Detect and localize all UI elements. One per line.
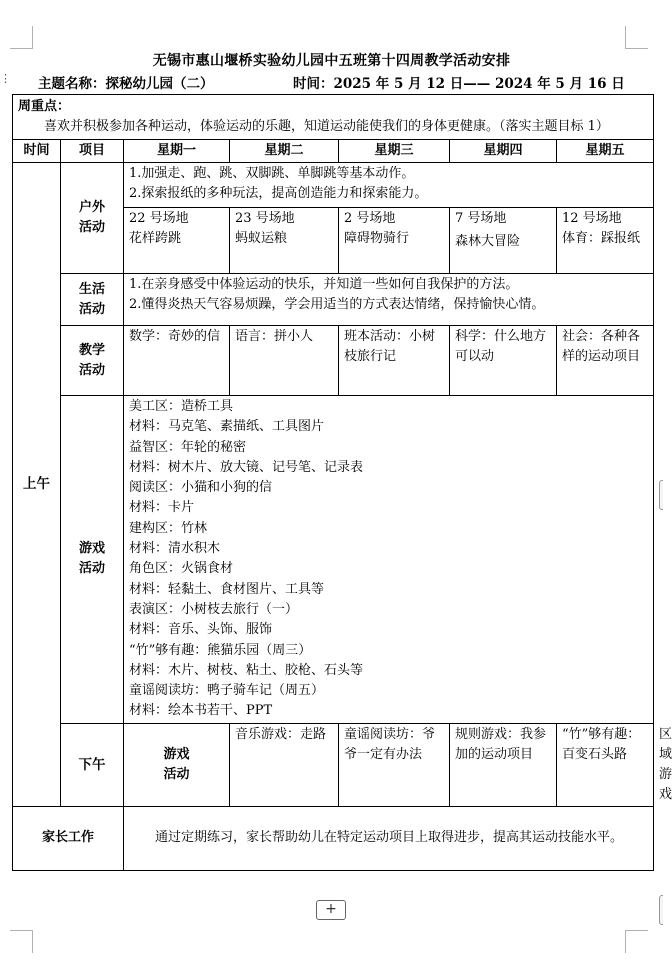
weekly-focus-row (13, 95, 654, 140)
theme-block (38, 72, 293, 92)
outdoor-goals-row (13, 163, 654, 208)
afternoon-row: 下午 游戏 活动 音乐游戏：走路 童谣阅读坊：爷爷一定有办法 规则游戏：我参加的运动项目 “竹”够有趣：百变石头路 区域游戏 (13, 723, 654, 806)
game-area-line: “竹”够有趣：熊猫乐园（周三） (129, 642, 312, 658)
teaching-row (13, 326, 654, 396)
crop-mark-bottom-left (10, 930, 33, 953)
afternoon-game-label-line2: 活动 (163, 766, 190, 782)
weekly-focus-text: 喜欢并积极参加各种运动，体验运动的乐趣，知道运动能使我们的身体更健康。（落实主题目标 1） (44, 119, 609, 134)
game-area-line: 表演区：小树枝去旅行（一） (129, 601, 299, 617)
parents-row (13, 806, 654, 870)
game-area-line: 材料：清水积木 (129, 541, 221, 557)
theme-label: 主题名称： (38, 76, 106, 92)
crop-mark-top-left (10, 26, 33, 49)
game-area-line: 角色区：火锅食材 (129, 561, 234, 577)
teaching-label-line1: 教学 (78, 342, 105, 358)
outdoor-day-mon (124, 208, 230, 274)
header-day-tue: 星期二 (230, 140, 339, 163)
subtitle-row (38, 72, 628, 92)
life-goal: 1.在亲身感受中体验运动的快乐，并知道一些如何自我保护的方法。 (129, 277, 519, 292)
game-row (13, 396, 654, 724)
teaching-label-line2: 活动 (78, 362, 105, 378)
game-area-line: 材料：绘本书若干、PPT (129, 703, 273, 719)
outdoor-site: 7 号场地 (455, 211, 507, 226)
crop-mark-bottom-right (625, 930, 648, 953)
schedule-table (12, 94, 672, 871)
header-day-mon: 星期一 (124, 140, 230, 163)
time-block (293, 72, 628, 92)
weekly-focus-cell (13, 95, 654, 140)
teaching-day-tue: 语言：拼小人 (230, 326, 339, 396)
game-area-line: 阅读区：小猫和小狗的信 (129, 480, 273, 496)
life-row (13, 274, 654, 326)
crop-mark-top-right (625, 26, 648, 49)
teaching-day-mon: 数学：奇妙的信 (124, 326, 230, 396)
life-goals (124, 274, 654, 326)
theme-value: 探秘幼儿园（二） (105, 76, 214, 92)
outdoor-goals (124, 163, 654, 208)
header-day-thu: 星期四 (450, 140, 557, 163)
outdoor-activity: 体育：踩报纸 (562, 231, 641, 246)
life-label-line2: 活动 (78, 301, 105, 317)
game-area-line: 美工区：造桥工具 (129, 399, 234, 414)
life-goal: 2.懂得炎热天气容易烦躁，学会用适当的方式表达情绪，保持愉快心情。 (129, 297, 545, 312)
game-area-line: 材料：音乐、头饰、服饰 (129, 622, 273, 638)
life-label-line1: 生活 (78, 281, 105, 297)
game-area-line: 材料：树木片、放大镜、记号笔、记录表 (129, 459, 364, 475)
outdoor-goal: 2.探索报纸的多种玩法，提高创造能力和探索能力。 (129, 186, 428, 201)
game-area-line: 材料：木片、树枝、粘土、胶枪、石头等 (129, 662, 364, 678)
game-area-line: 建构区：竹林 (129, 520, 208, 536)
afternoon-game-label (124, 723, 230, 806)
outdoor-day-fri (557, 208, 654, 274)
outdoor-day-tue (230, 208, 339, 274)
outdoor-site: 23 号场地 (235, 211, 295, 226)
parents-text: 通过定期练习，家长帮助幼儿在特定运动项目上取得进步，提高其运动技能水平。 (124, 806, 654, 870)
teaching-label (61, 326, 124, 396)
outdoor-site: 12 号场地 (562, 211, 622, 226)
teaching-day-wed: 班本活动：小树枝旅行记 (339, 326, 450, 396)
game-label-line1: 游戏 (78, 541, 105, 557)
outdoor-day-wed (339, 208, 450, 274)
margin-marker-icon: ⋮ (0, 72, 11, 85)
game-areas (124, 396, 654, 724)
game-area-line: 益智区：年轮的秘密 (129, 439, 247, 455)
game-label (61, 396, 124, 724)
header-row (13, 140, 654, 163)
game-area-line: 材料：卡片 (129, 500, 195, 516)
outdoor-day-thu (450, 208, 557, 274)
outdoor-label (61, 163, 124, 274)
time-value: 2025 年 5 月 12 日—— 2024 年 5 月 16 日 (333, 76, 625, 92)
afternoon-day-wed: 规则游戏：我参加的运动项目 (450, 723, 557, 806)
life-label (61, 274, 124, 326)
afternoon-day-mon: 音乐游戏：走路 (230, 723, 339, 806)
afternoon-day-thu: “竹”够有趣：百变石头路 (557, 723, 654, 806)
weekly-focus-heading: 周重点： (18, 99, 71, 114)
scroll-edge-handle[interactable] (659, 480, 663, 510)
header-day-fri: 星期五 (557, 140, 654, 163)
period-morning: 上午 (13, 163, 61, 807)
outdoor-activity: 障碍物骑行 (344, 231, 410, 246)
add-page-button[interactable]: + (316, 900, 346, 920)
outdoor-site: 2 号场地 (344, 211, 396, 226)
time-label: 时间： (293, 76, 334, 92)
teaching-day-fri: 社会：各种各样的运动项目 (557, 326, 654, 396)
afternoon-game-label-line1: 游戏 (163, 746, 190, 762)
outdoor-label-line2: 活动 (78, 220, 105, 235)
header-time: 时间 (13, 140, 61, 163)
period-afternoon: 下午 (61, 723, 124, 806)
outdoor-goal: 1.加强走、跑、跳、双脚跳、单脚跳等基本动作。 (129, 166, 415, 181)
header-item: 项目 (61, 140, 124, 163)
outdoor-activity: 森林大冒险 (455, 234, 521, 249)
header-day-wed: 星期三 (339, 140, 450, 163)
outdoor-label-line1: 户外 (78, 200, 105, 215)
game-area-line: 材料：轻黏土、食材图片、工具等 (129, 581, 325, 597)
page-title: 无锡市惠山堰桥实验幼儿园中五班第十四周教学活动安排 (152, 53, 511, 69)
game-label-line2: 活动 (78, 561, 105, 577)
game-area-line: 材料：马克笔、素描纸、工具图片 (129, 419, 325, 435)
scroll-edge-handle-bottom[interactable] (659, 895, 663, 925)
outdoor-activity: 花样跨跳 (129, 231, 182, 246)
game-area-line: 童谣阅读坊：鸭子骑车记（周五） (129, 683, 325, 699)
teaching-day-thu: 科学：什么地方可以动 (450, 326, 557, 396)
outdoor-activity: 蚂蚁运粮 (235, 231, 288, 246)
afternoon-day-tue: 童谣阅读坊：爷爷一定有办法 (339, 723, 450, 806)
outdoor-site: 22 号场地 (129, 211, 189, 226)
parents-label: 家长工作 (13, 806, 124, 870)
